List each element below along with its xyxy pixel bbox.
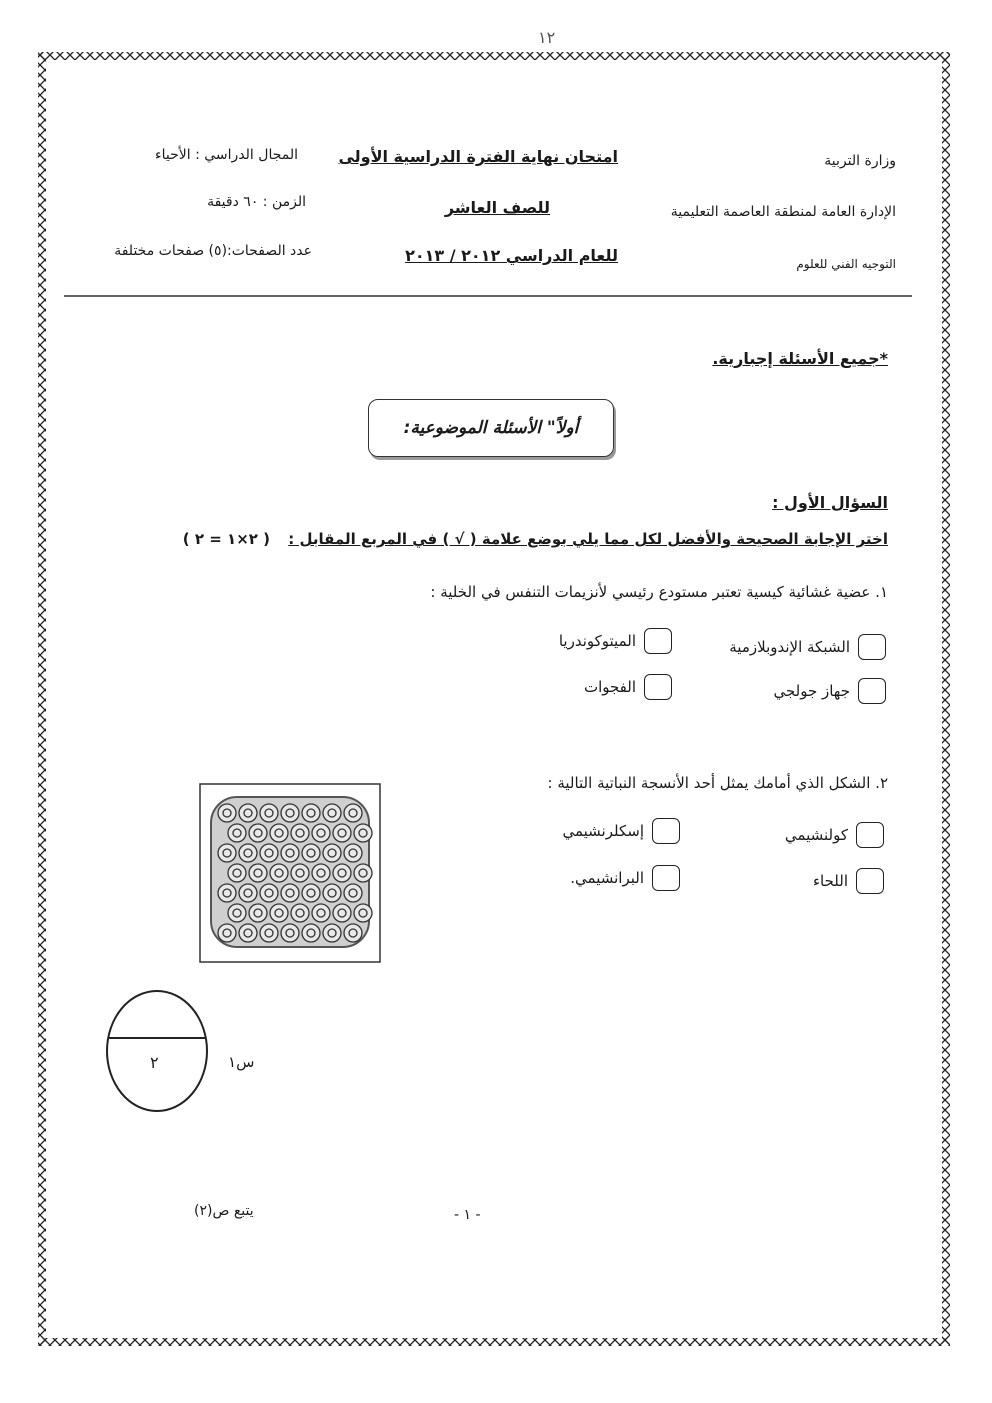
tissue-cell	[239, 884, 257, 902]
tissue-cell	[249, 824, 267, 842]
question-instruction: اختر الإجابة الصحيحة والأفضل لكل مما يلي بوضع علامة ( √ ) في المربع المقابل :	[288, 530, 888, 548]
tissue-cell	[218, 924, 236, 942]
item-1-option-c[interactable]	[773, 678, 886, 704]
tissue-cell	[228, 864, 246, 882]
tissue-cell	[302, 924, 320, 942]
option-label: كولنشيمي	[784, 826, 848, 844]
grade-label: للصف العاشر	[444, 198, 550, 217]
option-label: الميتوكوندريا	[558, 632, 636, 650]
section-title: أولاً" الأسئلة الموضوعية:	[368, 399, 614, 457]
tissue-cell	[323, 884, 341, 902]
tissue-cell	[291, 824, 309, 842]
academic-year: للعام الدراسي ٢٠١٢ / ٢٠١٣	[405, 246, 618, 265]
item-1-text: ١. عضية غشائية كيسية تعتبر مستودع رئيسي لأنزيمات التنفس في الخلية :	[430, 583, 888, 601]
tissue-cell	[344, 884, 362, 902]
item-2-option-b[interactable]	[562, 818, 680, 844]
checkbox[interactable]	[652, 865, 680, 891]
pages-label: عدد الصفحات:(٥) صفحات مختلفة	[114, 243, 312, 259]
checkbox[interactable]	[652, 818, 680, 844]
continue-note: يتبع ص(٢)	[194, 1203, 254, 1219]
option-label: البرانشيمي.	[570, 869, 644, 887]
tissue-cell	[281, 924, 299, 942]
exam-title: امتحان نهاية الفترة الدراسية الأولى	[338, 147, 618, 166]
tissue-cell	[218, 804, 236, 822]
page-number: - ١ -	[454, 1207, 481, 1223]
option-label: الفجوات	[583, 678, 636, 696]
tissue-cell	[312, 864, 330, 882]
checkbox[interactable]	[856, 868, 884, 894]
tissue-cell	[354, 904, 372, 922]
guidance-name: التوجيه الفني للعلوم	[796, 257, 896, 271]
tissue-cell	[354, 864, 372, 882]
question-heading: السؤال الأول :	[772, 493, 888, 512]
tissue-cell	[291, 904, 309, 922]
item-1-option-b[interactable]	[559, 628, 672, 654]
score-oval	[104, 988, 210, 1114]
checkbox[interactable]	[644, 674, 672, 700]
option-label: إسكلرنشيمي	[562, 822, 644, 840]
tissue-cell	[239, 924, 257, 942]
tissue-cell	[249, 864, 267, 882]
tissue-cell	[218, 844, 236, 862]
mandatory-note: *جميع الأسئلة إجبارية.	[712, 349, 888, 368]
tissue-cell	[333, 824, 351, 842]
tissue-cell	[323, 804, 341, 822]
tissue-cell	[249, 904, 267, 922]
plant-tissue-figure	[199, 783, 381, 963]
ministry-name: وزارة التربية	[824, 153, 896, 169]
tissue-cell	[302, 844, 320, 862]
tissue-cell	[270, 824, 288, 842]
option-label: الشبكة الإندوبلازمية	[729, 638, 850, 656]
time-label: الزمن : ٦٠ دقيقة	[207, 194, 306, 210]
question-marks: ( ٢×١ = ٢ )	[182, 530, 270, 548]
tissue-cell	[228, 824, 246, 842]
tissue-cell	[344, 924, 362, 942]
tissue-cell	[218, 884, 236, 902]
tissue-cell	[312, 824, 330, 842]
item-2-option-a[interactable]	[785, 822, 884, 848]
tissue-cell	[270, 904, 288, 922]
tissue-cell	[333, 904, 351, 922]
tissue-cell	[239, 804, 257, 822]
tissue-cell	[281, 844, 299, 862]
item-1-option-d[interactable]	[584, 674, 672, 700]
tissue-cell	[333, 864, 351, 882]
checkbox[interactable]	[858, 634, 886, 660]
tissue-cell	[323, 844, 341, 862]
tissue-cell	[312, 904, 330, 922]
item-1-option-a[interactable]	[729, 634, 886, 660]
score-label: س١	[228, 1053, 255, 1071]
item-2-option-d[interactable]	[570, 865, 680, 891]
tissue-cell	[239, 844, 257, 862]
tissue-cell	[281, 804, 299, 822]
corner-mark: ١٢	[538, 28, 556, 47]
checkbox[interactable]	[858, 678, 886, 704]
score-value: ٢	[150, 1053, 159, 1072]
tissue-cell	[344, 804, 362, 822]
tissue-cell	[260, 804, 278, 822]
tissue-cell	[344, 844, 362, 862]
option-label: اللحاء	[812, 872, 848, 890]
tissue-cell	[323, 924, 341, 942]
checkbox[interactable]	[644, 628, 672, 654]
option-label: جهاز جولجي	[773, 682, 850, 700]
tissue-cell	[302, 884, 320, 902]
item-2-option-c[interactable]	[813, 868, 884, 894]
checkbox[interactable]	[856, 822, 884, 848]
subject-label: المجال الدراسي : الأحياء	[155, 147, 298, 163]
tissue-cell	[270, 864, 288, 882]
tissue-cell	[281, 884, 299, 902]
tissue-cell	[260, 924, 278, 942]
tissue-cell	[302, 804, 320, 822]
tissue-cell	[291, 864, 309, 882]
tissue-cell	[260, 844, 278, 862]
tissue-cell	[228, 904, 246, 922]
tissue-cell	[260, 884, 278, 902]
item-2-text: ٢. الشكل الذي أمامك يمثل أحد الأنسجة النباتية التالية :	[547, 774, 888, 792]
tissue-cell	[354, 824, 372, 842]
directorate-name: الإدارة العامة لمنطقة العاصمة التعليمية	[670, 204, 896, 220]
